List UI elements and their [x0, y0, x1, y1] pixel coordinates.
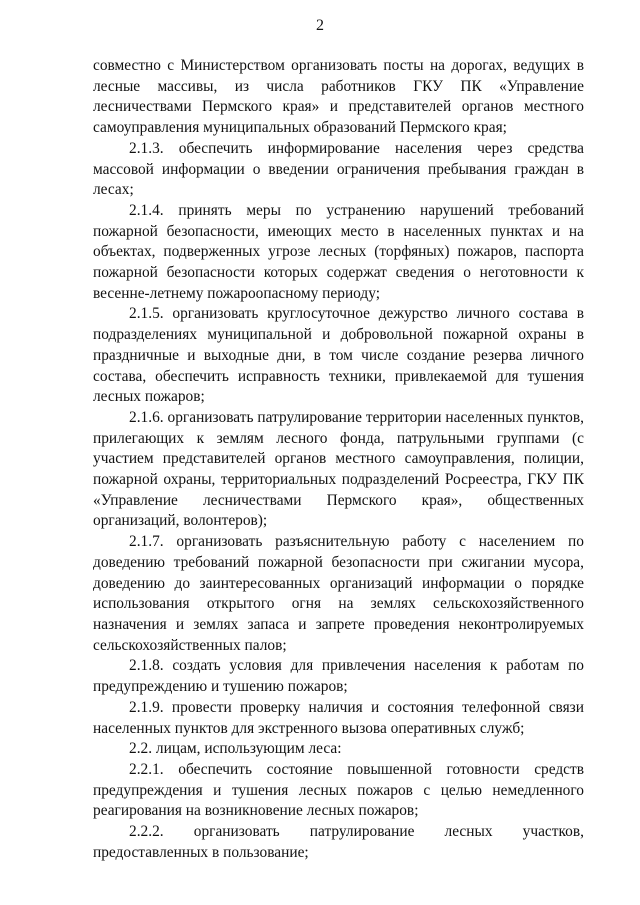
- paragraph-item-2-1-6: 2.1.6. организовать патрулирование территории населенных пунктов, прилегающих к землям лесного фонда, патрульными группами (с участием представителей органов местного самоуправления, полиции, пожарной охраны, территориальных подразделений Росреестра, ГКУ ПК «Управление лесничествами Пермского края», общественных организаций, волонтеров);: [93, 408, 584, 530]
- paragraph-item-2-1-4: 2.1.4. принять меры по устранению нарушений требований пожарной безопасности, имеющих место в населенных пунктах и на объектах, подверженных угрозе лесных (торфяных) пожаров, паспорта пожарной безопасности которых содержат сведения о неготовности к весенне-летнему пожароопасному периоду;: [93, 201, 584, 302]
- paragraph-item-2-1-9: 2.1.9. провести проверку наличия и состояния телефонной связи населенных пунктов для экстренного вызова оперативных служб;: [93, 698, 584, 737]
- paragraph-item-2-2-2: 2.2.2. организовать патрулирование лесных участков, предоставленных в пользование;: [93, 823, 584, 861]
- paragraph-item-2-2-1: 2.2.1. обеспечить состояние повышенной готовности средств предупреждения и тушения лесных пожаров с целью немедленного реагирования на возникновение лесных пожаров;: [93, 760, 584, 820]
- document-body: [93, 56, 584, 863]
- paragraph-item-2-1-5: 2.1.5. организовать круглосуточное дежурство личного состава в подразделениях муниципальной и добровольной пожарной охраны в праздничные и выходные дни, в том числе создание резерва личного состава, обеспечить исправность техники, привлекаемой для тушения лесных пожаров;: [93, 305, 584, 406]
- paragraph-continuation: совместно с Министерством организовать посты на дорогах, ведущих в лесные массивы, из числа работников ГКУ ПК «Управление лесничествами Пермского края» и представителей органов местного самоуправления муниципальных образований Пермского края;: [93, 57, 584, 137]
- paragraph-item-2-1-7: 2.1.7. организовать разъяснительную работу с населением по доведению требований пожарной безопасности при сжигании мусора, доведению до заинтересованных организаций информации о порядке использования открытого огня на землях сельскохозяйственного назначения и землях запаса и запрете проведения неконтролируемых сельскохозяйственных палов;: [93, 533, 584, 654]
- page-number: 2: [316, 17, 324, 34]
- paragraph-item-2-2: 2.2. лицам, использующим леса:: [129, 740, 342, 758]
- paragraph-item-2-1-3: 2.1.3. обеспечить информирование населения через средства массовой информации о введении ограничения пребывания граждан в лесах;: [93, 139, 584, 199]
- paragraph-item-2-1-8: 2.1.8. создать условия для привлечения населения к работам по предупреждению и тушению пожаров;: [93, 657, 584, 696]
